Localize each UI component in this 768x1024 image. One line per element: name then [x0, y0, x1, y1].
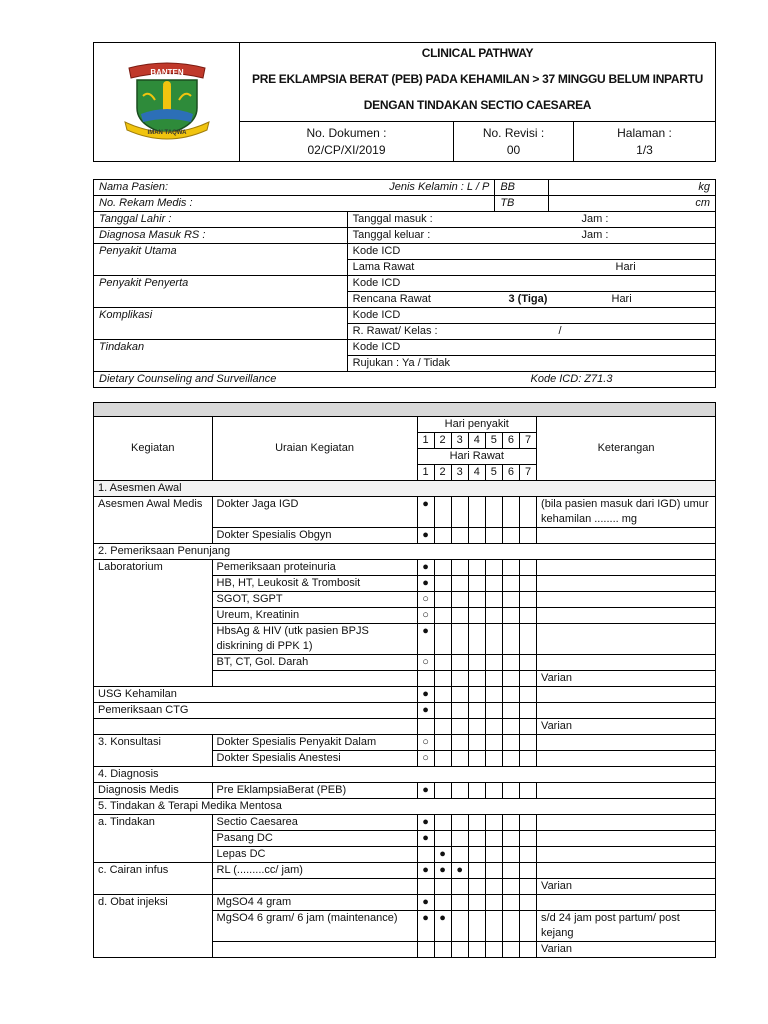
- doc-number-cell: [240, 122, 454, 162]
- planned-stay-label: Rencana Rawat: [352, 293, 431, 305]
- lab-hbsag-hiv: HbsAg & HIV (utk pasien BPJS diskrining di PPK 1): [212, 624, 417, 655]
- varian-label: Varian: [537, 719, 716, 735]
- room-class-label: R. Rawat/ Kelas :: [352, 325, 438, 337]
- col-header-hari-penyakit: Hari penyakit: [417, 417, 537, 433]
- activity-pasang-dc: Pasang DC: [212, 831, 417, 847]
- section-tindakan-terapi: 5. Tindakan & Terapi Medika Mentosa: [94, 799, 716, 815]
- activity-lepas-dc: Lepas DC: [212, 847, 417, 863]
- activity-mgso4-6: MgSO4 6 gram/ 6 jam (maintenance): [212, 911, 417, 942]
- referral-label: Rujukan : Ya / Tidak: [347, 356, 715, 372]
- activity-dokter-jaga: Dokter Jaga IGD: [212, 497, 417, 528]
- comorbidity-label: Penyakit Penyerta: [94, 276, 348, 308]
- discharge-date-row: [347, 228, 715, 244]
- filled-dot-icon: ●: [417, 815, 434, 831]
- day-header: 5: [485, 433, 502, 449]
- patient-info-table: [93, 179, 716, 388]
- filled-dot-icon: ●: [451, 863, 468, 879]
- konsul-anestesi: Dokter Spesialis Anestesi: [212, 751, 417, 767]
- section-pemeriksaan-penunjang: 2. Pemeriksaan Penunjang: [94, 544, 716, 560]
- admission-time-label: Jam :: [581, 213, 609, 225]
- filled-dot-icon: ●: [417, 624, 434, 655]
- day-header: 4: [468, 433, 485, 449]
- logo-banner-text: BANTEN: [149, 68, 184, 77]
- filled-dot-icon: ●: [417, 687, 434, 703]
- revision-value: 00: [506, 142, 521, 157]
- ctg-label: Pemeriksaan CTG: [94, 703, 418, 719]
- note-igd: (bila pasien masuk dari IGD) umur kehamilan ........ mg: [537, 497, 716, 528]
- day-header: 6: [502, 465, 519, 481]
- col-header-kegiatan: Kegiatan: [94, 417, 213, 481]
- revision-cell: [454, 122, 574, 162]
- note-mgso4: s/d 24 jam post partum/ post kejang: [537, 911, 716, 942]
- separator-bar: [94, 403, 716, 417]
- banten-emblem-logo: [119, 60, 215, 140]
- day-header: 4: [468, 465, 485, 481]
- lab-proteinuria: Pemeriksaan proteinuria: [212, 560, 417, 576]
- admission-date-label: Tanggal masuk :: [352, 213, 433, 225]
- doc-number-value: 02/CP/XI/2019: [307, 142, 386, 157]
- diagnosis-value: Pre EklampsiaBerat (PEB): [212, 783, 417, 799]
- filled-dot-icon: ●: [417, 497, 434, 528]
- planned-stay-value: 3 (Tiga): [508, 293, 548, 305]
- asesmen-medis-label: Asesmen Awal Medis: [94, 497, 213, 544]
- filled-dot-icon: ●: [417, 560, 434, 576]
- page-cell: [574, 122, 716, 162]
- filled-dot-icon: ●: [417, 863, 434, 879]
- title-block: [240, 43, 716, 122]
- filled-dot-icon: ●: [417, 831, 434, 847]
- title-line-1: CLINICAL PATHWAY: [421, 46, 534, 60]
- doc-number-label: No. Dokumen :: [306, 125, 387, 140]
- col-header-uraian: Uraian Kegiatan: [212, 417, 417, 481]
- revision-label: No. Revisi :: [482, 125, 545, 140]
- day-header: 2: [434, 465, 451, 481]
- day-header: 2: [434, 433, 451, 449]
- kg-unit: kg: [549, 180, 716, 196]
- varian-label: Varian: [537, 879, 716, 895]
- filled-dot-icon: ●: [434, 911, 451, 942]
- length-of-stay-row: [347, 260, 715, 276]
- planned-stay-row: [347, 292, 715, 308]
- gender-label: Jenis Kelamin : L / P: [389, 181, 490, 193]
- day-header: 5: [485, 465, 502, 481]
- icd-code-1: Kode ICD: [347, 244, 715, 260]
- days-unit-1: Hari: [615, 261, 636, 273]
- diagnosis-label: Diagnosa Masuk RS :: [94, 228, 348, 244]
- room-class-row: [347, 324, 715, 340]
- activity-dokter-obgyn: Dokter Spesialis Obgyn: [212, 528, 417, 544]
- title-line-3: DENGAN TINDAKAN SECTIO CAESAREA: [363, 98, 592, 112]
- activity-mgso4-4: MgSO4 4 gram: [212, 895, 417, 911]
- icd-code-3: Kode ICD: [347, 308, 715, 324]
- open-circle-icon: ○: [417, 608, 434, 624]
- lab-sgot-sgpt: SGOT, SGPT: [212, 592, 417, 608]
- cairan-infus-label: c. Cairan infus: [94, 863, 213, 895]
- filled-dot-icon: ●: [417, 895, 434, 911]
- section-konsultasi: 3. Konsultasi: [94, 735, 213, 767]
- main-disease-label: Penyakit Utama: [94, 244, 348, 276]
- bb-label: BB: [495, 180, 549, 196]
- cm-unit: cm: [549, 196, 716, 212]
- discharge-date-label: Tanggal keluar :: [352, 229, 431, 241]
- diagnosis-medis-label: Diagnosis Medis: [94, 783, 213, 799]
- birth-date-label: Tanggal Lahir :: [94, 212, 348, 228]
- room-class-slash: /: [558, 325, 562, 337]
- open-circle-icon: ○: [417, 751, 434, 767]
- day-header: 6: [502, 433, 519, 449]
- medical-record-label: No. Rekam Medis :: [94, 196, 495, 212]
- lab-hb-ht: HB, HT, Leukosit & Trombosit: [212, 576, 417, 592]
- logo-ribbon-text: IMAN TAQWA: [147, 130, 186, 136]
- laboratorium-label: Laboratorium: [94, 560, 213, 687]
- title-line-2: PRE EKLAMPSIA BERAT (PEB) PADA KEHAMILAN > 37 MINGGU BELUM INPARTU: [252, 72, 703, 86]
- pathway-table: [93, 402, 716, 958]
- filled-dot-icon: ●: [434, 847, 451, 863]
- activity-rl: RL (.........cc/ jam): [212, 863, 417, 879]
- open-circle-icon: ○: [417, 592, 434, 608]
- filled-dot-icon: ●: [417, 528, 434, 544]
- discharge-time-label: Jam :: [581, 229, 609, 241]
- konsul-penyakit-dalam: Dokter Spesialis Penyakit Dalam: [212, 735, 417, 751]
- logo-cell: [94, 43, 240, 162]
- page-value: 1/3: [636, 142, 653, 157]
- day-header: 7: [519, 465, 536, 481]
- length-of-stay-label: Lama Rawat: [352, 261, 415, 273]
- lab-ureum: Ureum, Kreatinin: [212, 608, 417, 624]
- filled-dot-icon: ●: [417, 576, 434, 592]
- complication-label: Komplikasi: [94, 308, 348, 340]
- dietary-label: Dietary Counseling and Surveillance: [99, 373, 277, 385]
- open-circle-icon: ○: [417, 735, 434, 751]
- filled-dot-icon: ●: [434, 863, 451, 879]
- patient-name-row: [94, 180, 495, 196]
- dietary-icd-code: Kode ICD: Z71.3: [530, 373, 613, 385]
- admission-date-row: [347, 212, 715, 228]
- dietary-row: [94, 372, 716, 388]
- filled-dot-icon: ●: [417, 783, 434, 799]
- activity-sectio: Sectio Caesarea: [212, 815, 417, 831]
- filled-dot-icon: ●: [417, 911, 434, 942]
- tb-label: TB: [495, 196, 549, 212]
- section-asesmen-awal: 1. Asesmen Awal: [94, 481, 716, 497]
- col-header-hari-rawat: Hari Rawat: [417, 449, 537, 465]
- lab-bt-ct: BT, CT, Gol. Darah: [212, 655, 417, 671]
- icd-code-4: Kode ICD: [347, 340, 715, 356]
- day-header: 1: [417, 433, 434, 449]
- days-unit-2: Hari: [611, 293, 632, 305]
- open-circle-icon: ○: [417, 655, 434, 671]
- page-label: Halaman :: [617, 125, 672, 140]
- day-header: 3: [451, 433, 468, 449]
- varian-label: Varian: [537, 942, 716, 958]
- usg-label: USG Kehamilan: [94, 687, 418, 703]
- varian-label: Varian: [537, 671, 716, 687]
- section-diagnosis: 4. Diagnosis: [94, 767, 716, 783]
- document-header: [93, 42, 716, 162]
- day-header: 1: [417, 465, 434, 481]
- obat-injeksi-label: d. Obat injeksi: [94, 895, 213, 958]
- tindakan-label: a. Tindakan: [94, 815, 213, 863]
- day-header: 3: [451, 465, 468, 481]
- patient-name-label: Nama Pasien:: [99, 181, 169, 193]
- icd-code-2: Kode ICD: [347, 276, 715, 292]
- procedure-label: Tindakan: [94, 340, 348, 372]
- col-header-keterangan: Keterangan: [537, 417, 716, 481]
- filled-dot-icon: ●: [417, 703, 434, 719]
- day-header: 7: [519, 433, 536, 449]
